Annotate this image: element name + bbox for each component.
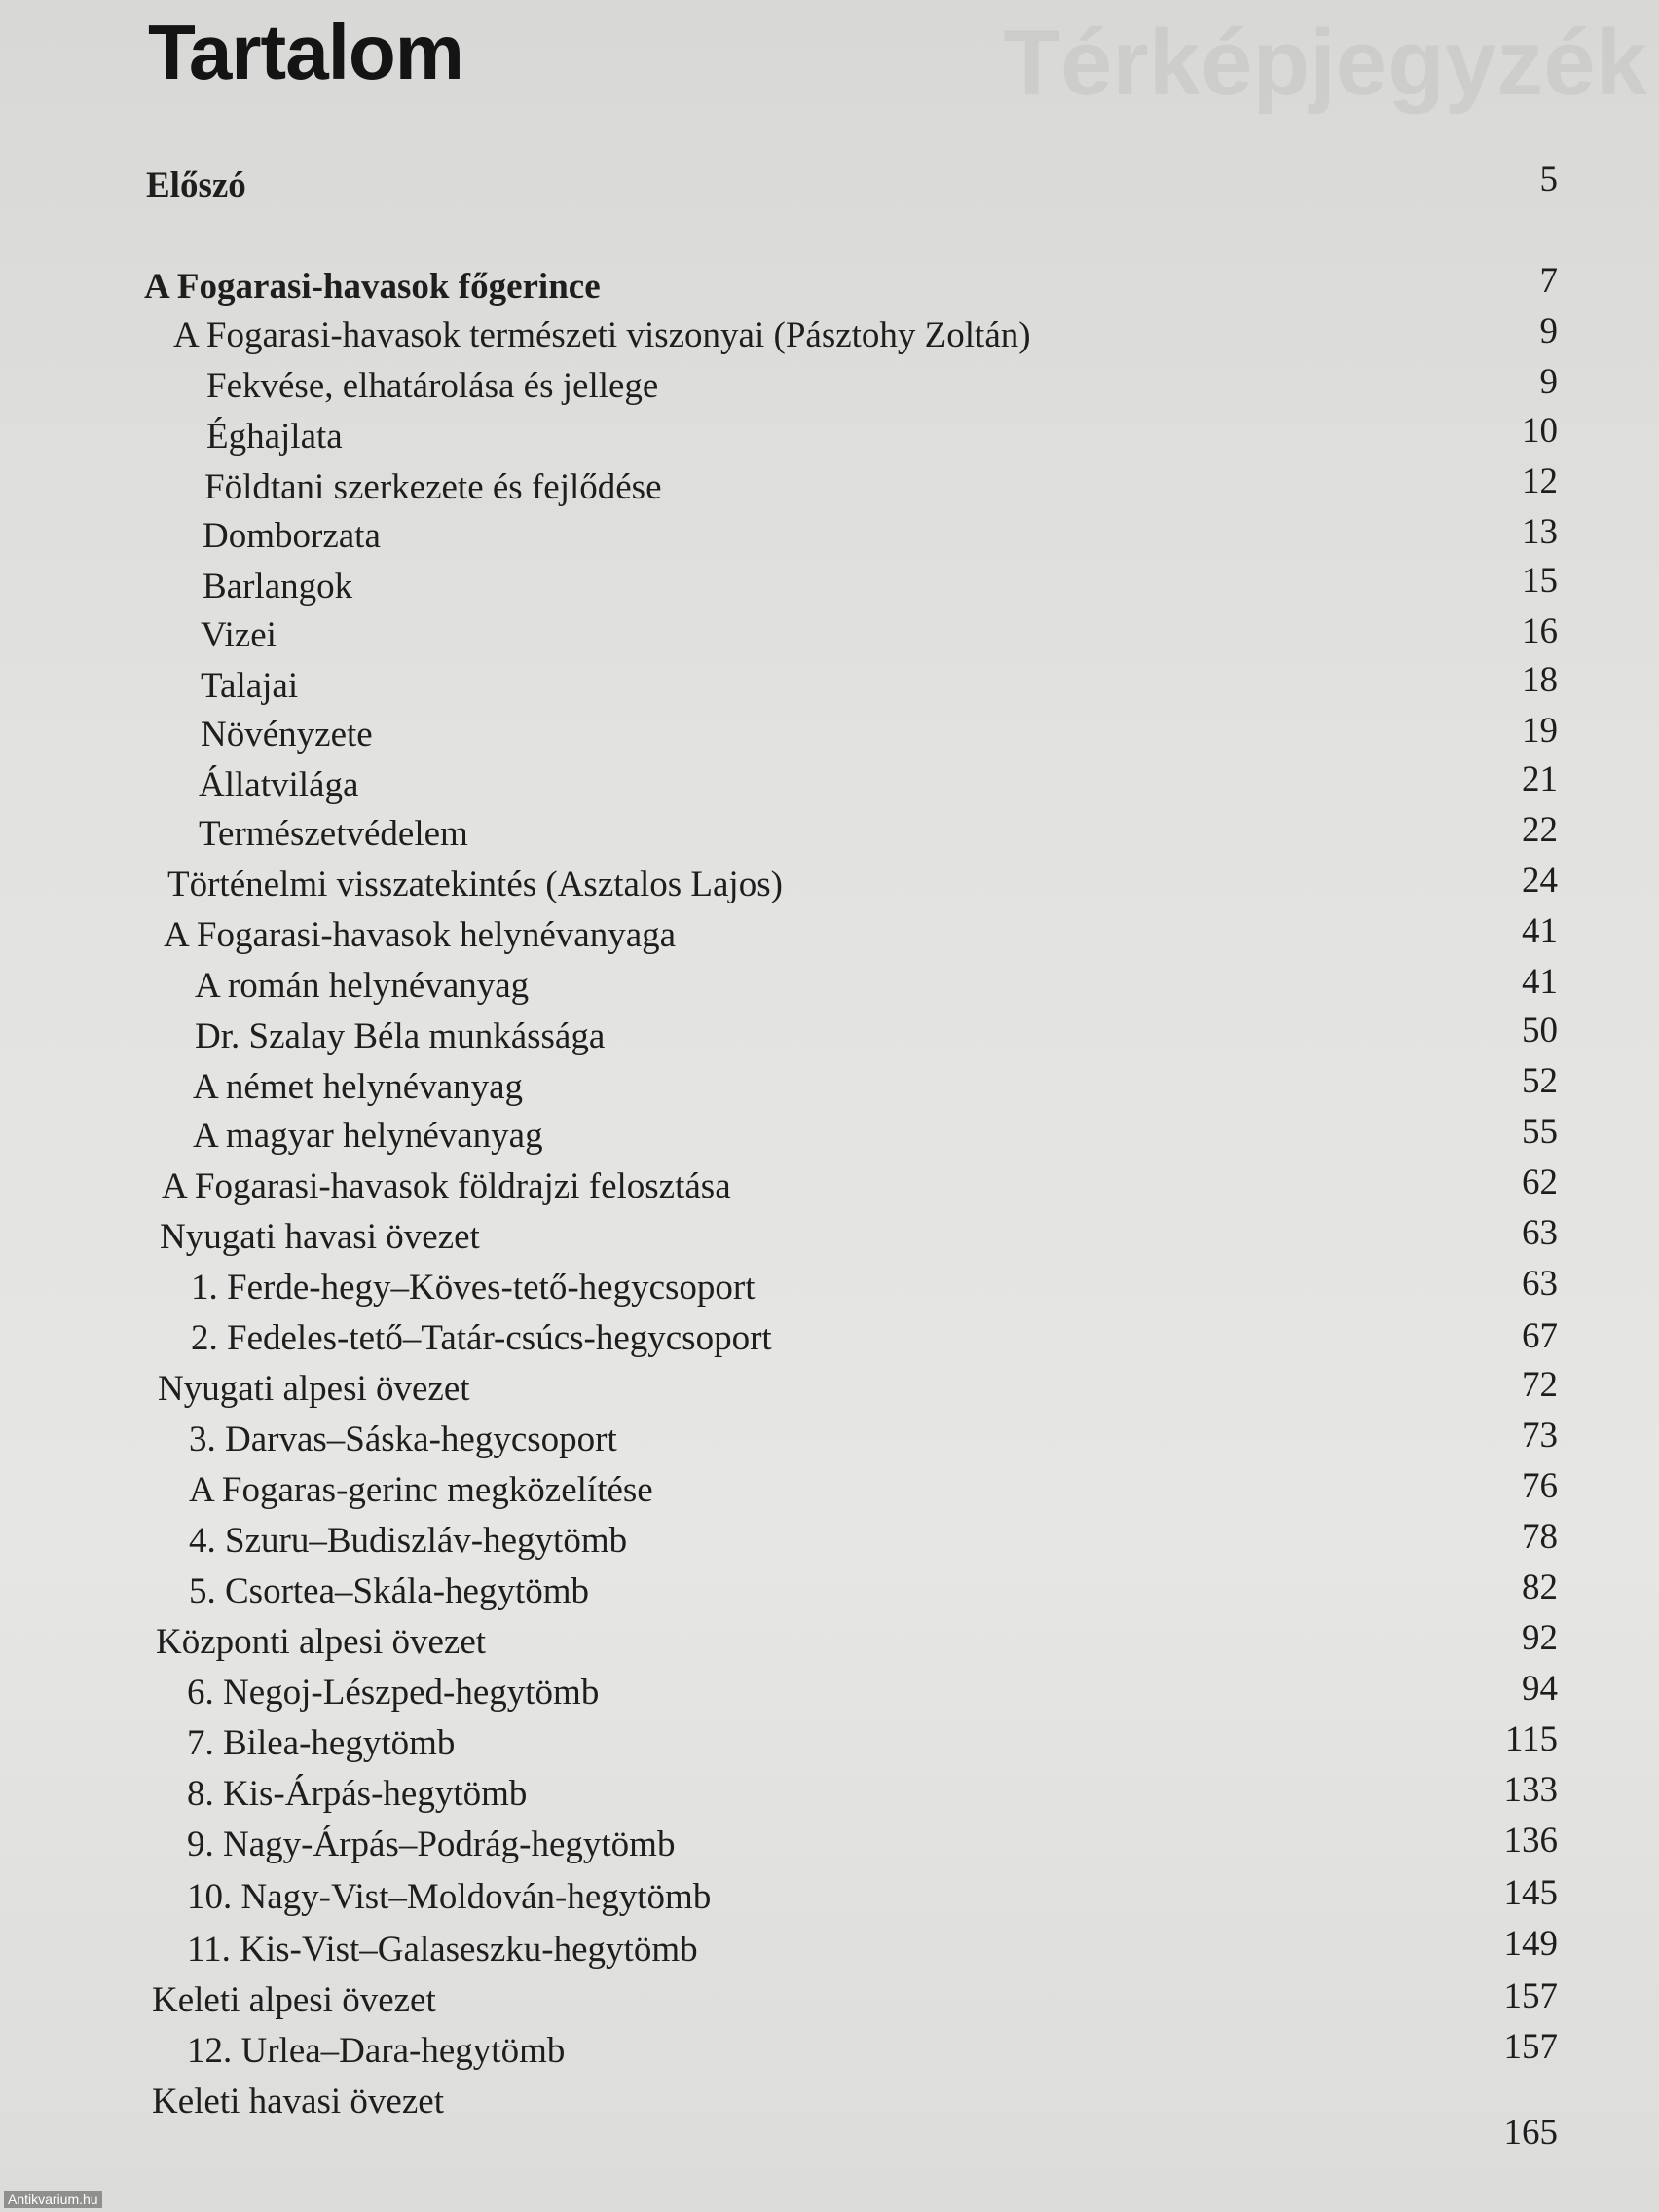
- toc-entry-title: A Fogarasi-havasok földrajzi felosztása: [162, 1166, 731, 1206]
- toc-entry-page-number: 67: [1522, 1316, 1558, 1356]
- toc-entry-title: Keleti alpesi övezet: [152, 1980, 436, 2020]
- toc-entry-page-number: 165: [1503, 2113, 1558, 2153]
- toc-entry-page-number: 21: [1522, 759, 1558, 799]
- toc-entry-title: A német helynévanyag: [193, 1067, 524, 1107]
- toc-entry-title: Nyugati alpesi övezet: [158, 1369, 470, 1409]
- toc-entry-page-number: 63: [1522, 1264, 1558, 1304]
- toc-entry-page-number: 73: [1522, 1416, 1558, 1456]
- toc-entry-page-number: 5: [1539, 160, 1558, 200]
- toc-entry-title: Barlangok: [203, 567, 353, 607]
- toc-entry-page-number: 63: [1522, 1213, 1558, 1253]
- toc-entry-page-number: 94: [1522, 1669, 1558, 1709]
- toc-entry-title: A Fogarasi-havasok főgerince: [144, 267, 601, 307]
- toc-entry-title: Domborzata: [203, 516, 381, 556]
- toc-entry-title: Központi alpesi övezet: [156, 1622, 487, 1662]
- toc-entry-page-number: 136: [1503, 1821, 1558, 1861]
- toc-entry-title: Előszó: [146, 166, 246, 205]
- toc-entry-page-number: 12: [1522, 461, 1558, 501]
- toc-entry-page-number: 19: [1522, 711, 1558, 751]
- toc-entry-title: 2. Fedeles-tető–Tatár-csúcs-hegycsoport: [191, 1318, 772, 1358]
- toc-entry-title: Természetvédelem: [199, 814, 468, 854]
- toc-entry-page-number: 50: [1522, 1011, 1558, 1051]
- toc-entry-page-number: 72: [1522, 1365, 1558, 1405]
- watermark: Antikvarium.hu: [4, 2191, 102, 2208]
- toc-entry-title: 8. Kis-Árpás-hegytömb: [187, 1774, 528, 1814]
- toc-entry-page-number: 133: [1503, 1770, 1558, 1810]
- toc-entry-title: Dr. Szalay Béla munkássága: [195, 1016, 606, 1056]
- toc-entry-page-number: 149: [1503, 1924, 1558, 1964]
- toc-entry-title: 9. Nagy-Árpás–Podrág-hegytömb: [187, 1825, 676, 1864]
- toc-entry-title: 4. Szuru–Budiszláv-hegytömb: [189, 1521, 628, 1561]
- toc-entry-page-number: 82: [1522, 1567, 1558, 1607]
- toc-entry-page-number: 145: [1503, 1873, 1558, 1913]
- toc-entry-page-number: 7: [1539, 261, 1558, 301]
- toc-entry-page-number: 52: [1522, 1061, 1558, 1101]
- toc-entry-page-number: 15: [1522, 561, 1558, 601]
- toc-entry-title: A Fogaras-gerinc megközelítése: [189, 1470, 653, 1510]
- toc-entry-title: Keleti havasi övezet: [152, 2082, 444, 2121]
- toc-entry-page-number: 22: [1522, 810, 1558, 850]
- toc-entry-page-number: 24: [1522, 861, 1558, 901]
- toc-entry-page-number: 76: [1522, 1466, 1558, 1506]
- toc-entry-title: 5. Csortea–Skála-hegytömb: [189, 1571, 590, 1611]
- toc-entry-page-number: 157: [1503, 1976, 1558, 2016]
- toc-entry-title: A Fogarasi-havasok természeti viszonyai (Pásztohy Zoltán): [173, 315, 1031, 355]
- toc-entry-page-number: 78: [1522, 1517, 1558, 1557]
- toc-entry-title: A magyar helynévanyag: [193, 1116, 543, 1156]
- toc-entry-title: Növényzete: [201, 715, 373, 755]
- toc-entry-title: Éghajlata: [206, 417, 343, 457]
- toc-entry-title: Talajai: [201, 666, 299, 706]
- toc-entry-title: Állatvilága: [199, 765, 359, 805]
- toc-entry-title: Vizei: [201, 615, 276, 655]
- toc-entry-page-number: 41: [1522, 911, 1558, 951]
- toc-entry-page-number: 92: [1522, 1618, 1558, 1658]
- toc-entry-title: A román helynévanyag: [195, 966, 530, 1006]
- toc-entry-title: Fekvése, elhatárolása és jellege: [206, 366, 659, 406]
- bleed-through-text: Térképjegyzék: [1003, 11, 1647, 115]
- toc-entry-title: 10. Nagy-Vist–Moldován-hegytömb: [187, 1877, 712, 1917]
- toc-entry-page-number: 62: [1522, 1162, 1558, 1202]
- toc-entry-page-number: 13: [1522, 512, 1558, 552]
- toc-entry-page-number: 9: [1539, 362, 1558, 402]
- toc-entry-page-number: 10: [1522, 411, 1558, 451]
- toc-entry-title: 12. Urlea–Dara-hegytömb: [187, 2031, 566, 2071]
- toc-entry-page-number: 16: [1522, 611, 1558, 651]
- toc-entry-title: A Fogarasi-havasok helynévanyaga: [164, 915, 677, 955]
- toc-entry-title: 6. Negoj-Lészped-hegytömb: [187, 1673, 600, 1713]
- toc-entry-page-number: 115: [1504, 1719, 1558, 1759]
- toc-entry-page-number: 18: [1522, 660, 1558, 700]
- toc-entry-page-number: 41: [1522, 962, 1558, 1002]
- toc-entry-title: Történelmi visszatekintés (Asztalos Lajos): [167, 865, 783, 904]
- toc-entry-page-number: 157: [1503, 2027, 1558, 2067]
- toc-entry-title: 1. Ferde-hegy–Köves-tető-hegycsoport: [191, 1268, 756, 1308]
- toc-entry-title: 7. Bilea-hegytömb: [187, 1723, 456, 1763]
- page-title: Tartalom: [148, 9, 463, 95]
- toc-entry-title: 11. Kis-Vist–Galaseszku-hegytömb: [187, 1930, 698, 1970]
- toc-entry-title: Földtani szerkezete és fejlődése: [204, 467, 662, 507]
- toc-entry-page-number: 55: [1522, 1112, 1558, 1152]
- toc-entry-title: Nyugati havasi övezet: [160, 1217, 480, 1257]
- toc-entry-title: 3. Darvas–Sáska-hegycsoport: [189, 1419, 617, 1459]
- toc-entry-page-number: 9: [1539, 312, 1558, 351]
